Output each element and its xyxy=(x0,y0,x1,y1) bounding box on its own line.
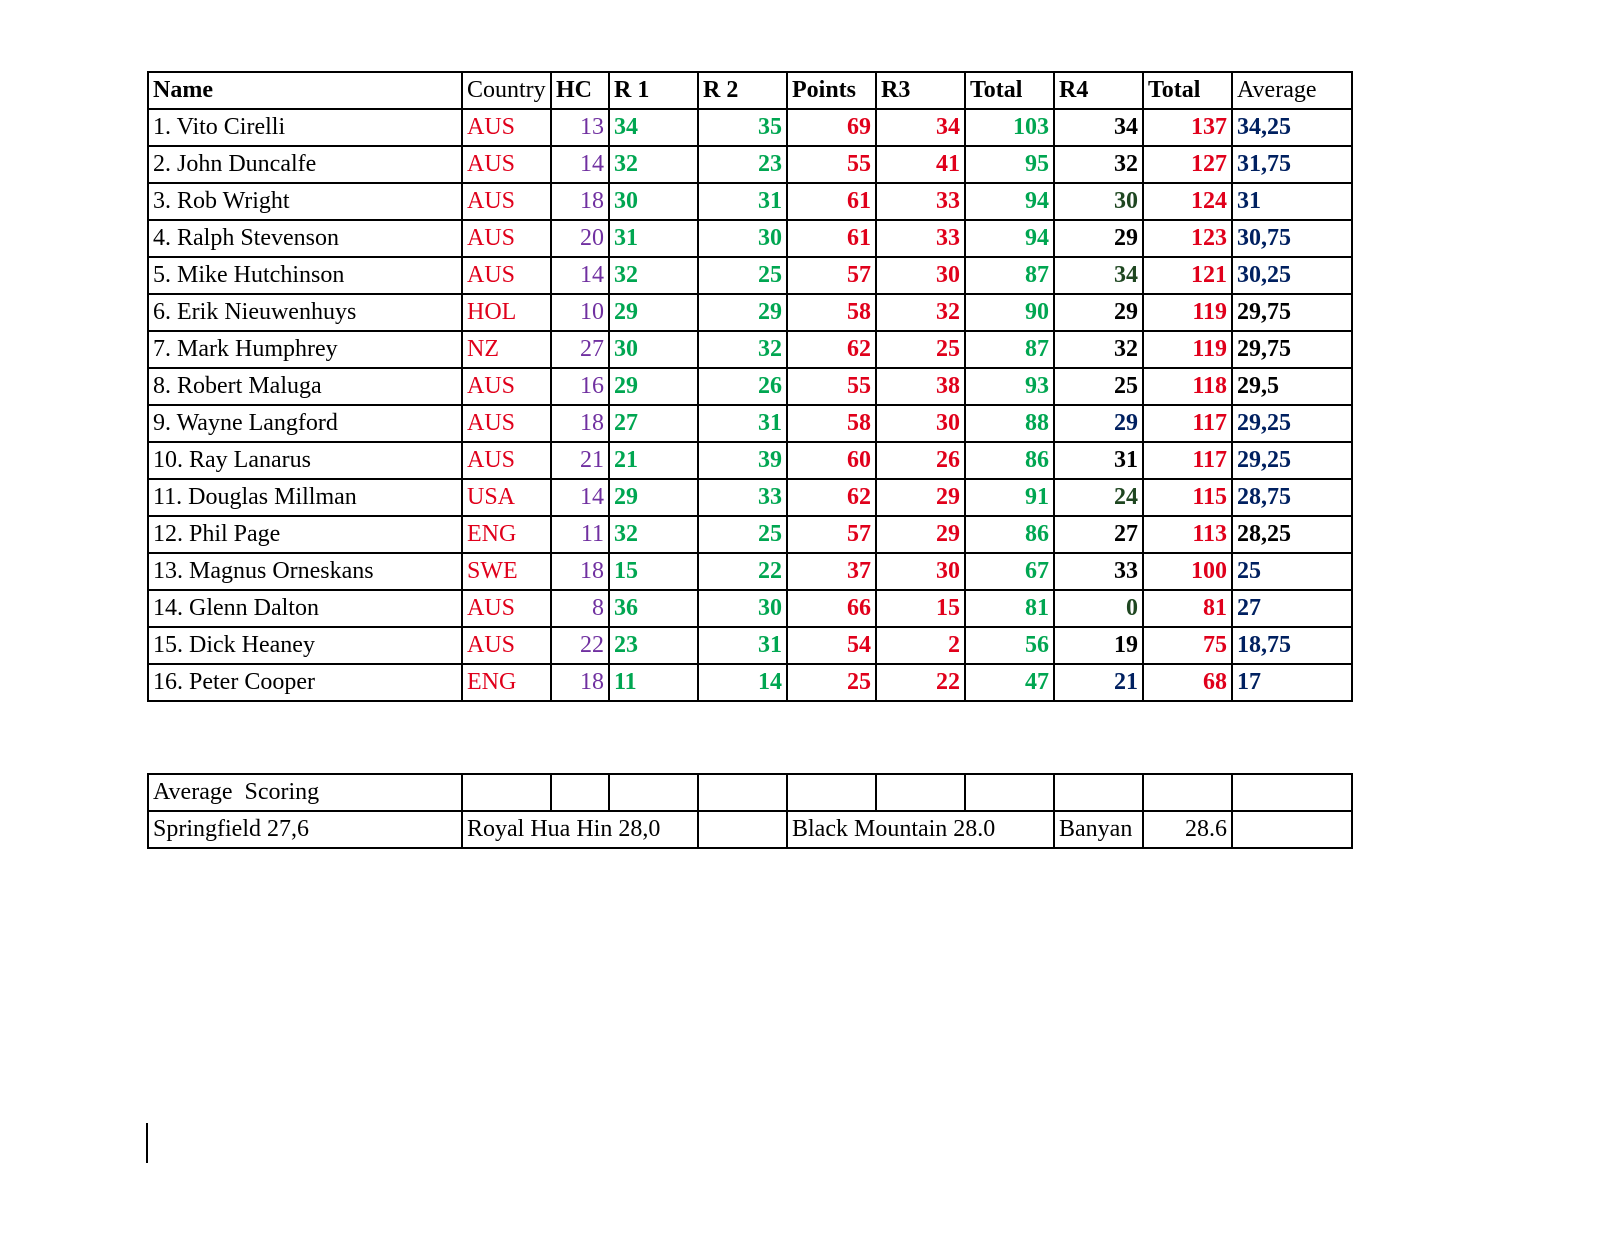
cell-r2: 31 xyxy=(698,405,787,442)
cell-average: 34,25 xyxy=(1232,109,1352,146)
cell-name: 6. Erik Nieuwenhuys xyxy=(148,294,462,331)
cell-total2: 117 xyxy=(1143,405,1232,442)
cell-total2: 113 xyxy=(1143,516,1232,553)
cell-r4: 25 xyxy=(1054,368,1143,405)
cell-total1: 86 xyxy=(965,516,1054,553)
cell-r3: 33 xyxy=(876,183,965,220)
table-row xyxy=(148,331,1352,368)
cell-points: 61 xyxy=(787,220,876,257)
cell-total1: 95 xyxy=(965,146,1054,183)
cell-total1: 94 xyxy=(965,220,1054,257)
cell-r3: 29 xyxy=(876,479,965,516)
column-header: Points xyxy=(787,72,876,109)
cell-r3: 29 xyxy=(876,516,965,553)
empty-cell xyxy=(609,774,698,811)
cell-total1: 90 xyxy=(965,294,1054,331)
table-row xyxy=(148,368,1352,405)
average-scoring-courses-row xyxy=(148,811,1352,848)
cell-total2: 119 xyxy=(1143,294,1232,331)
cell-hc: 11 xyxy=(551,516,609,553)
cell-r2: 35 xyxy=(698,109,787,146)
cell-r3: 33 xyxy=(876,220,965,257)
cell-r4: 19 xyxy=(1054,627,1143,664)
cell-name: 15. Dick Heaney xyxy=(148,627,462,664)
cell-name: 14. Glenn Dalton xyxy=(148,590,462,627)
cell-total1: 87 xyxy=(965,257,1054,294)
cell-r4: 29 xyxy=(1054,294,1143,331)
cell-hc: 20 xyxy=(551,220,609,257)
cell-points: 55 xyxy=(787,368,876,405)
cell-r2: 29 xyxy=(698,294,787,331)
cell-average: 31 xyxy=(1232,183,1352,220)
cell-r3: 32 xyxy=(876,294,965,331)
cell-total2: 75 xyxy=(1143,627,1232,664)
average-scoring-table xyxy=(147,773,1353,849)
table-row xyxy=(148,294,1352,331)
cell-name: 5. Mike Hutchinson xyxy=(148,257,462,294)
average-scoring-title: Average Scoring xyxy=(148,774,462,811)
cell-points: 62 xyxy=(787,479,876,516)
cell-average: 27 xyxy=(1232,590,1352,627)
cell-total1: 103 xyxy=(965,109,1054,146)
cell-points: 25 xyxy=(787,664,876,701)
cell-average: 28,25 xyxy=(1232,516,1352,553)
cell-average: 31,75 xyxy=(1232,146,1352,183)
cell-r2: 30 xyxy=(698,220,787,257)
cell-r4: 30 xyxy=(1054,183,1143,220)
results-body xyxy=(148,72,1352,701)
cell-country: AUS xyxy=(462,590,551,627)
cell-r1: 32 xyxy=(609,146,698,183)
cell-r2: 23 xyxy=(698,146,787,183)
cell-country: ENG xyxy=(462,516,551,553)
cell-r2: 39 xyxy=(698,442,787,479)
banyan-label: Banyan xyxy=(1054,811,1143,848)
empty-cell xyxy=(551,774,609,811)
column-header: R4 xyxy=(1054,72,1143,109)
cell-r1: 29 xyxy=(609,479,698,516)
cell-country: AUS xyxy=(462,183,551,220)
cell-total2: 124 xyxy=(1143,183,1232,220)
cell-r4: 24 xyxy=(1054,479,1143,516)
springfield-average: Springfield 27,6 xyxy=(148,811,462,848)
cell-country: AUS xyxy=(462,368,551,405)
cell-total1: 87 xyxy=(965,331,1054,368)
cell-r3: 26 xyxy=(876,442,965,479)
cell-name: 9. Wayne Langford xyxy=(148,405,462,442)
cell-name: 3. Rob Wright xyxy=(148,183,462,220)
column-header: R 2 xyxy=(698,72,787,109)
cell-total2: 81 xyxy=(1143,590,1232,627)
empty-cell xyxy=(787,774,876,811)
cell-country: AUS xyxy=(462,257,551,294)
cell-r1: 11 xyxy=(609,664,698,701)
cell-r4: 21 xyxy=(1054,664,1143,701)
cell-average: 29,25 xyxy=(1232,442,1352,479)
cell-country: AUS xyxy=(462,146,551,183)
cell-hc: 27 xyxy=(551,331,609,368)
cell-r4: 33 xyxy=(1054,553,1143,590)
cell-r1: 29 xyxy=(609,294,698,331)
cell-r2: 32 xyxy=(698,331,787,368)
cell-hc: 21 xyxy=(551,442,609,479)
cell-average: 29,25 xyxy=(1232,405,1352,442)
cell-points: 58 xyxy=(787,294,876,331)
column-header: Total xyxy=(1143,72,1232,109)
average-scoring-title-row xyxy=(148,774,1352,811)
cell-total2: 137 xyxy=(1143,109,1232,146)
cell-total1: 86 xyxy=(965,442,1054,479)
cell-r3: 30 xyxy=(876,405,965,442)
cell-r3: 30 xyxy=(876,257,965,294)
cell-total1: 81 xyxy=(965,590,1054,627)
empty-cell xyxy=(698,774,787,811)
cell-points: 60 xyxy=(787,442,876,479)
cell-r1: 30 xyxy=(609,183,698,220)
cell-total2: 118 xyxy=(1143,368,1232,405)
column-header: HC xyxy=(551,72,609,109)
cell-total1: 47 xyxy=(965,664,1054,701)
cell-total2: 100 xyxy=(1143,553,1232,590)
cell-total1: 93 xyxy=(965,368,1054,405)
cell-country: ENG xyxy=(462,664,551,701)
cell-r4: 0 xyxy=(1054,590,1143,627)
cell-total2: 117 xyxy=(1143,442,1232,479)
cell-hc: 16 xyxy=(551,368,609,405)
empty-cell xyxy=(1143,774,1232,811)
cell-name: 2. John Duncalfe xyxy=(148,146,462,183)
table-row xyxy=(148,220,1352,257)
cell-name: 1. Vito Cirelli xyxy=(148,109,462,146)
cell-r1: 23 xyxy=(609,627,698,664)
text-cursor xyxy=(146,1123,148,1163)
cell-country: AUS xyxy=(462,109,551,146)
cell-r2: 22 xyxy=(698,553,787,590)
cell-name: 13. Magnus Orneskans xyxy=(148,553,462,590)
table-row xyxy=(148,109,1352,146)
table-row xyxy=(148,664,1352,701)
table-row xyxy=(148,516,1352,553)
cell-r4: 29 xyxy=(1054,220,1143,257)
empty-cell xyxy=(876,774,965,811)
cell-average: 29,75 xyxy=(1232,294,1352,331)
cell-country: NZ xyxy=(462,331,551,368)
cell-name: 4. Ralph Stevenson xyxy=(148,220,462,257)
cell-r3: 22 xyxy=(876,664,965,701)
cell-hc: 14 xyxy=(551,479,609,516)
table-row xyxy=(148,257,1352,294)
empty-cell xyxy=(1232,811,1352,848)
cell-total2: 121 xyxy=(1143,257,1232,294)
cell-country: HOL xyxy=(462,294,551,331)
cell-r3: 30 xyxy=(876,553,965,590)
cell-name: 12. Phil Page xyxy=(148,516,462,553)
cell-r3: 25 xyxy=(876,331,965,368)
cell-r2: 14 xyxy=(698,664,787,701)
cell-r4: 34 xyxy=(1054,257,1143,294)
cell-r1: 30 xyxy=(609,331,698,368)
cell-points: 54 xyxy=(787,627,876,664)
cell-name: 16. Peter Cooper xyxy=(148,664,462,701)
cell-r1: 15 xyxy=(609,553,698,590)
cell-r3: 34 xyxy=(876,109,965,146)
cell-hc: 18 xyxy=(551,553,609,590)
royal-hua-hin-average: Royal Hua Hin 28,0 xyxy=(462,811,698,848)
cell-total2: 68 xyxy=(1143,664,1232,701)
cell-r1: 31 xyxy=(609,220,698,257)
cell-name: 10. Ray Lanarus xyxy=(148,442,462,479)
table-row xyxy=(148,146,1352,183)
column-header: Total xyxy=(965,72,1054,109)
cell-total1: 67 xyxy=(965,553,1054,590)
column-header: Average xyxy=(1232,72,1352,109)
empty-cell xyxy=(1232,774,1352,811)
cell-r4: 31 xyxy=(1054,442,1143,479)
cell-hc: 14 xyxy=(551,146,609,183)
cell-r1: 32 xyxy=(609,516,698,553)
cell-hc: 8 xyxy=(551,590,609,627)
cell-points: 58 xyxy=(787,405,876,442)
table-row xyxy=(148,590,1352,627)
cell-r2: 33 xyxy=(698,479,787,516)
cell-r4: 32 xyxy=(1054,146,1143,183)
cell-r1: 36 xyxy=(609,590,698,627)
table-row xyxy=(148,479,1352,516)
cell-total1: 56 xyxy=(965,627,1054,664)
cell-r2: 31 xyxy=(698,627,787,664)
cell-country: AUS xyxy=(462,627,551,664)
cell-r4: 32 xyxy=(1054,331,1143,368)
cell-average: 28,75 xyxy=(1232,479,1352,516)
cell-r2: 25 xyxy=(698,516,787,553)
cell-points: 62 xyxy=(787,331,876,368)
column-header: R 1 xyxy=(609,72,698,109)
cell-points: 55 xyxy=(787,146,876,183)
cell-total2: 123 xyxy=(1143,220,1232,257)
cell-country: USA xyxy=(462,479,551,516)
cell-r4: 34 xyxy=(1054,109,1143,146)
table-row xyxy=(148,183,1352,220)
cell-r2: 26 xyxy=(698,368,787,405)
cell-average: 30,75 xyxy=(1232,220,1352,257)
cell-country: AUS xyxy=(462,220,551,257)
empty-cell xyxy=(1054,774,1143,811)
cell-average: 30,25 xyxy=(1232,257,1352,294)
cell-total2: 115 xyxy=(1143,479,1232,516)
cell-average: 17 xyxy=(1232,664,1352,701)
cell-points: 66 xyxy=(787,590,876,627)
cell-average: 29,75 xyxy=(1232,331,1352,368)
cell-country: SWE xyxy=(462,553,551,590)
cell-r4: 29 xyxy=(1054,405,1143,442)
cell-hc: 18 xyxy=(551,183,609,220)
empty-cell xyxy=(462,774,551,811)
cell-hc: 10 xyxy=(551,294,609,331)
cell-total1: 94 xyxy=(965,183,1054,220)
cell-r3: 38 xyxy=(876,368,965,405)
cell-country: AUS xyxy=(462,442,551,479)
cell-name: 11. Douglas Millman xyxy=(148,479,462,516)
column-header: Name xyxy=(148,72,462,109)
cell-r3: 15 xyxy=(876,590,965,627)
cell-r1: 32 xyxy=(609,257,698,294)
cell-average: 18,75 xyxy=(1232,627,1352,664)
cell-hc: 18 xyxy=(551,664,609,701)
table-row xyxy=(148,405,1352,442)
cell-hc: 13 xyxy=(551,109,609,146)
cell-r2: 30 xyxy=(698,590,787,627)
cell-r1: 34 xyxy=(609,109,698,146)
cell-total1: 88 xyxy=(965,405,1054,442)
cell-average: 29,5 xyxy=(1232,368,1352,405)
empty-cell xyxy=(698,811,787,848)
cell-total1: 91 xyxy=(965,479,1054,516)
cell-r3: 41 xyxy=(876,146,965,183)
cell-points: 57 xyxy=(787,257,876,294)
cell-r1: 21 xyxy=(609,442,698,479)
cell-points: 57 xyxy=(787,516,876,553)
cell-points: 69 xyxy=(787,109,876,146)
header-row xyxy=(148,72,1352,109)
column-header: R3 xyxy=(876,72,965,109)
banyan-value: 28.6 xyxy=(1143,811,1232,848)
cell-hc: 14 xyxy=(551,257,609,294)
cell-r1: 29 xyxy=(609,368,698,405)
cell-r4: 27 xyxy=(1054,516,1143,553)
cell-name: 7. Mark Humphrey xyxy=(148,331,462,368)
black-mountain-average: Black Mountain 28.0 xyxy=(787,811,1054,848)
cell-hc: 22 xyxy=(551,627,609,664)
cell-points: 37 xyxy=(787,553,876,590)
cell-r2: 25 xyxy=(698,257,787,294)
cell-total2: 119 xyxy=(1143,331,1232,368)
cell-total2: 127 xyxy=(1143,146,1232,183)
results-table xyxy=(147,71,1353,702)
cell-country: AUS xyxy=(462,405,551,442)
column-header: Country xyxy=(462,72,551,109)
cell-r2: 31 xyxy=(698,183,787,220)
table-row xyxy=(148,442,1352,479)
cell-r3: 2 xyxy=(876,627,965,664)
cell-name: 8. Robert Maluga xyxy=(148,368,462,405)
empty-cell xyxy=(965,774,1054,811)
cell-r1: 27 xyxy=(609,405,698,442)
cell-average: 25 xyxy=(1232,553,1352,590)
table-row xyxy=(148,553,1352,590)
cell-points: 61 xyxy=(787,183,876,220)
table-row xyxy=(148,627,1352,664)
cell-hc: 18 xyxy=(551,405,609,442)
